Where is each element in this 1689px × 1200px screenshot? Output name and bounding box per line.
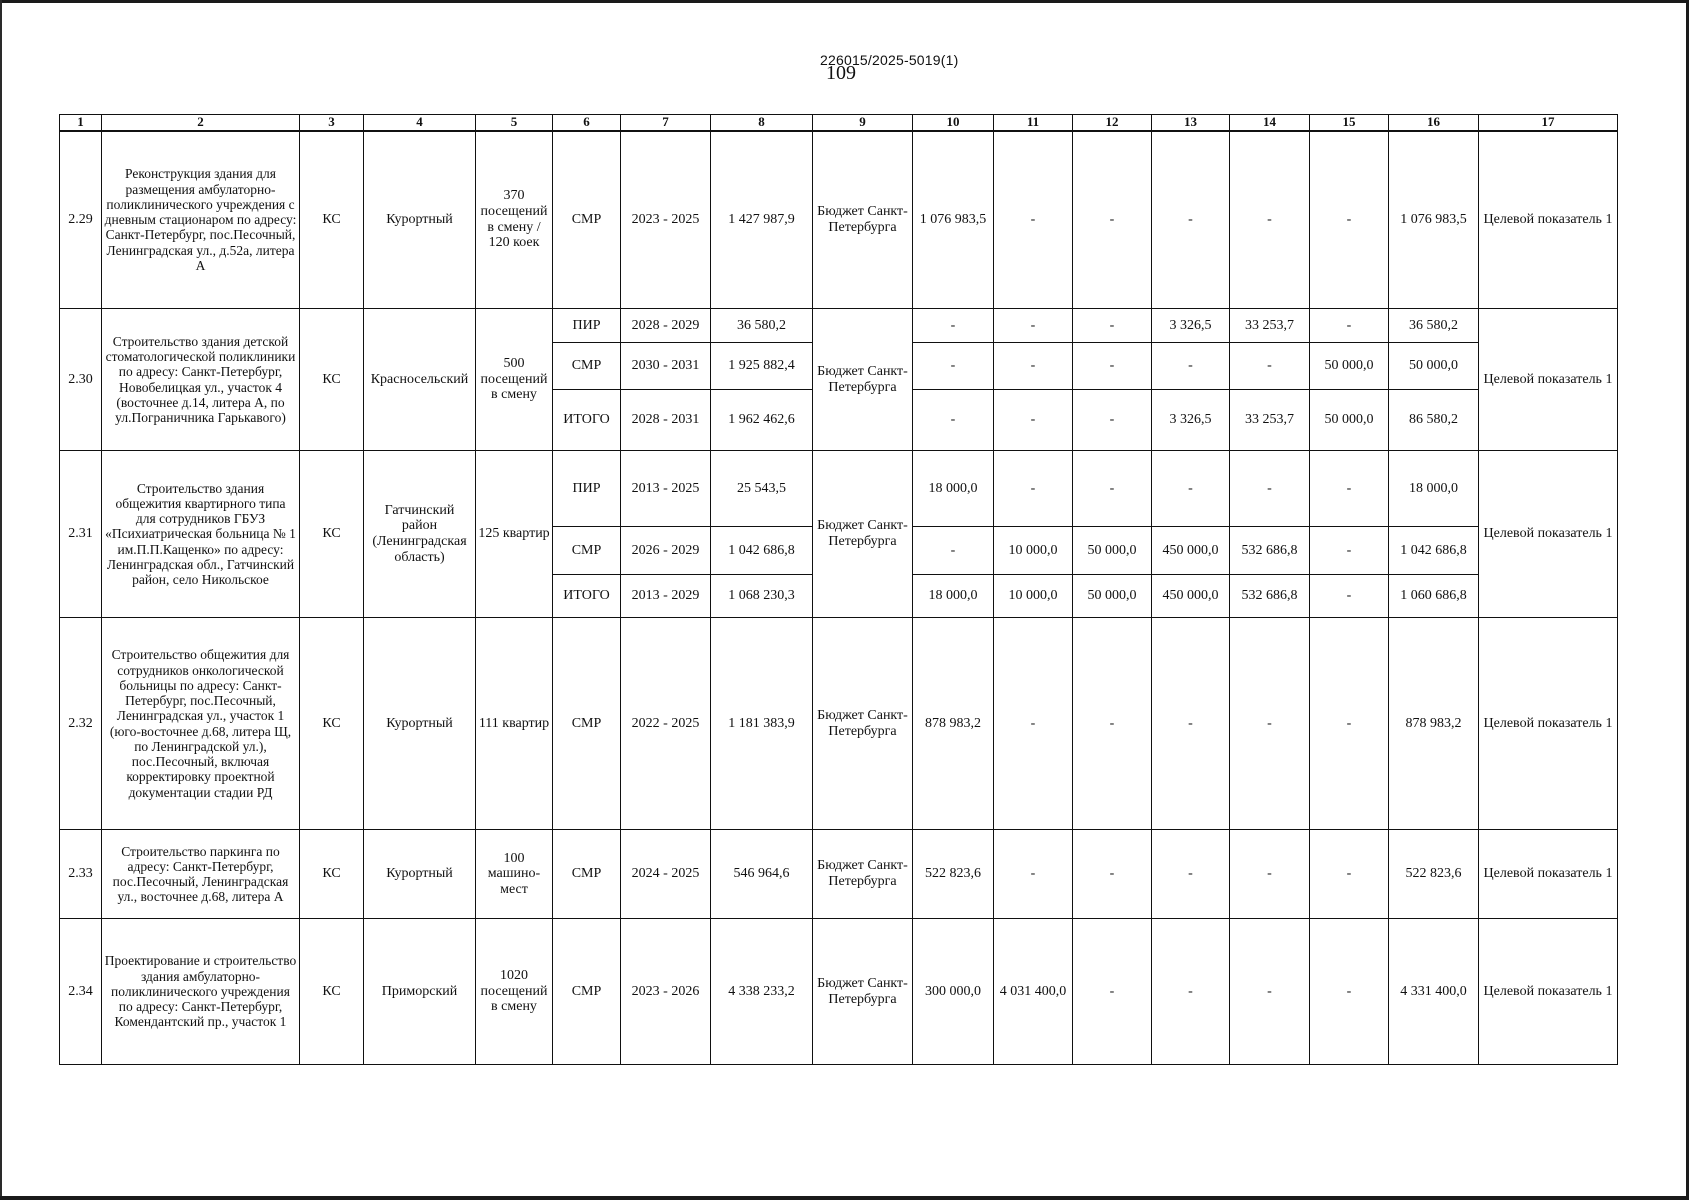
annual-amount: - (994, 830, 1073, 919)
total-amount: 86 580,2 (1389, 390, 1479, 451)
annual-amount: - (1073, 451, 1152, 527)
column-header: 10 (913, 115, 994, 131)
object-type: КС (300, 919, 364, 1065)
annual-amount: 50 000,0 (1310, 343, 1389, 390)
annual-amount: - (1073, 919, 1152, 1065)
annual-amount: 522 823,6 (913, 830, 994, 919)
estimated-cost: 1 068 230,3 (711, 575, 813, 618)
annual-amount: - (1073, 309, 1152, 343)
annual-amount: - (1073, 343, 1152, 390)
annual-amount: - (1310, 527, 1389, 575)
annual-amount: - (1310, 309, 1389, 343)
column-header: 17 (1479, 115, 1618, 131)
annual-amount: - (994, 131, 1073, 309)
period: 2028 - 2029 (621, 309, 711, 343)
document-number: 226015/2025-5019(1) (820, 52, 959, 68)
object-name: Строительство общежития для сотрудников онкологической больницы по адресу: Санкт-Петербург, пос.Песочный, Ленинградская ул., участок 1 (юго-восточнее д.68, литера Щ, по Ленинградской ул.), пос.Песочный, включая корректировку проектной документации стадии РД (102, 618, 300, 830)
annual-amount: - (994, 390, 1073, 451)
row-number: 2.29 (60, 131, 102, 309)
funding-source: Бюджет Санкт-Петербурга (813, 830, 913, 919)
estimated-cost: 546 964,6 (711, 830, 813, 919)
period: 2024 - 2025 (621, 830, 711, 919)
period: 2026 - 2029 (621, 527, 711, 575)
annual-amount: - (1152, 830, 1230, 919)
district: Курортный (364, 131, 476, 309)
annual-amount: 18 000,0 (913, 575, 994, 618)
column-header: 12 (1073, 115, 1152, 131)
table-row (60, 451, 1618, 527)
annual-amount: - (913, 309, 994, 343)
annual-amount: - (1230, 618, 1310, 830)
annual-amount: - (1310, 131, 1389, 309)
column-header: 6 (553, 115, 621, 131)
work-stage: ПИР (553, 451, 621, 527)
estimated-cost: 4 338 233,2 (711, 919, 813, 1065)
annual-amount: 3 326,5 (1152, 390, 1230, 451)
column-header: 1 (60, 115, 102, 131)
work-stage: СМР (553, 343, 621, 390)
period: 2013 - 2029 (621, 575, 711, 618)
capacity: 500 посещений в смену (476, 309, 553, 451)
target-indicator: Целевой показатель 1 (1479, 618, 1618, 830)
total-amount: 1 076 983,5 (1389, 131, 1479, 309)
object-name: Проектирование и строительство здания амбулаторно-поликлинического учреждения по адресу: Санкт-Петербург, Комендантский пр., участок 1 (102, 919, 300, 1065)
estimated-cost: 1 181 383,9 (711, 618, 813, 830)
annual-amount: - (1073, 830, 1152, 919)
annual-amount: 4 031 400,0 (994, 919, 1073, 1065)
annual-amount: 300 000,0 (913, 919, 994, 1065)
period: 2023 - 2025 (621, 131, 711, 309)
object-name: Строительство паркинга по адресу: Санкт-Петербург, пос.Песочный, Ленинградская ул., восточнее д.68, литера А (102, 830, 300, 919)
page-number: 109 (826, 62, 856, 84)
total-amount: 1 060 686,8 (1389, 575, 1479, 618)
annual-amount: - (1152, 131, 1230, 309)
column-header: 13 (1152, 115, 1230, 131)
annual-amount: 18 000,0 (913, 451, 994, 527)
annual-amount: - (913, 527, 994, 575)
total-amount: 522 823,6 (1389, 830, 1479, 919)
annual-amount: - (1073, 131, 1152, 309)
district: Красносельский (364, 309, 476, 451)
annual-amount: 50 000,0 (1073, 575, 1152, 618)
annual-amount: - (994, 309, 1073, 343)
estimated-cost: 1 427 987,9 (711, 131, 813, 309)
target-indicator: Целевой показатель 1 (1479, 919, 1618, 1065)
column-header: 2 (102, 115, 300, 131)
annual-amount: 532 686,8 (1230, 575, 1310, 618)
funding-source: Бюджет Санкт-Петербурга (813, 131, 913, 309)
work-stage: ИТОГО (553, 575, 621, 618)
district: Гатчинский район (Ленинградская область) (364, 451, 476, 618)
annual-amount: 33 253,7 (1230, 390, 1310, 451)
capacity: 1020 посещений в смену (476, 919, 553, 1065)
annual-amount: 10 000,0 (994, 527, 1073, 575)
annual-amount: - (1073, 390, 1152, 451)
annual-amount: 532 686,8 (1230, 527, 1310, 575)
work-stage: СМР (553, 830, 621, 919)
total-amount: 878 983,2 (1389, 618, 1479, 830)
period: 2013 - 2025 (621, 451, 711, 527)
table-row (60, 919, 1618, 1065)
scan-border-bottom (0, 1196, 1689, 1200)
annual-amount: - (994, 343, 1073, 390)
district: Курортный (364, 830, 476, 919)
object-name: Строительство здания общежития квартирного типа для сотрудников ГБУЗ «Психиатрическая больница № 1 им.П.П.Кащенко» по адресу: Ленинградская обл., Гатчинский район, село Никольское (102, 451, 300, 618)
annual-amount: 50 000,0 (1310, 390, 1389, 451)
annual-amount: - (994, 618, 1073, 830)
total-amount: 36 580,2 (1389, 309, 1479, 343)
capacity: 370 посещений в смену / 120 коек (476, 131, 553, 309)
column-header: 3 (300, 115, 364, 131)
object-name: Строительство здания детской стоматологической поликлиники по адресу: Санкт-Петербург, Новобелицкая ул., участок 4 (восточнее д.14, литера А, по ул.Пограничника Гарькавого) (102, 309, 300, 451)
column-header: 16 (1389, 115, 1479, 131)
column-header: 9 (813, 115, 913, 131)
annual-amount: - (1310, 451, 1389, 527)
column-header: 4 (364, 115, 476, 131)
work-stage: ИТОГО (553, 390, 621, 451)
table-row (60, 830, 1618, 919)
annual-amount: 50 000,0 (1073, 527, 1152, 575)
column-header: 15 (1310, 115, 1389, 131)
row-number: 2.33 (60, 830, 102, 919)
row-number: 2.34 (60, 919, 102, 1065)
object-type: КС (300, 131, 364, 309)
column-header: 5 (476, 115, 553, 131)
table-row (60, 309, 1618, 343)
estimated-cost: 1 962 462,6 (711, 390, 813, 451)
work-stage: СМР (553, 919, 621, 1065)
annual-amount: 450 000,0 (1152, 575, 1230, 618)
object-type: КС (300, 309, 364, 451)
row-number: 2.32 (60, 618, 102, 830)
annual-amount: 450 000,0 (1152, 527, 1230, 575)
total-amount: 4 331 400,0 (1389, 919, 1479, 1065)
annual-amount: - (1310, 830, 1389, 919)
annual-amount: - (1152, 618, 1230, 830)
capacity: 125 квартир (476, 451, 553, 618)
work-stage: ПИР (553, 309, 621, 343)
district: Приморский (364, 919, 476, 1065)
column-header: 7 (621, 115, 711, 131)
annual-amount: - (1310, 919, 1389, 1065)
funding-source: Бюджет Санкт-Петербурга (813, 919, 913, 1065)
annual-amount: 3 326,5 (1152, 309, 1230, 343)
table-row (60, 618, 1618, 830)
annual-amount: - (994, 451, 1073, 527)
estimated-cost: 1 042 686,8 (711, 527, 813, 575)
annual-amount: - (913, 343, 994, 390)
annual-amount: - (1230, 131, 1310, 309)
annual-amount: - (913, 390, 994, 451)
annual-amount: 1 076 983,5 (913, 131, 994, 309)
row-number: 2.30 (60, 309, 102, 451)
annual-amount: - (1152, 919, 1230, 1065)
period: 2022 - 2025 (621, 618, 711, 830)
annual-amount: - (1230, 343, 1310, 390)
column-header: 8 (711, 115, 813, 131)
investment-table (59, 114, 1618, 1065)
scan-border-left (0, 0, 2, 1200)
funding-source: Бюджет Санкт-Петербурга (813, 451, 913, 618)
total-amount: 1 042 686,8 (1389, 527, 1479, 575)
column-header-row (60, 115, 1618, 131)
funding-source: Бюджет Санкт-Петербурга (813, 618, 913, 830)
total-amount: 50 000,0 (1389, 343, 1479, 390)
target-indicator: Целевой показатель 1 (1479, 131, 1618, 309)
work-stage: СМР (553, 131, 621, 309)
object-name: Реконструкция здания для размещения амбулаторно-поликлинического учреждения с дневным стационаром по адресу: Санкт-Петербург, пос.Песочный, Ленинградская ул., д.52а, литера А (102, 131, 300, 309)
period: 2030 - 2031 (621, 343, 711, 390)
object-type: КС (300, 451, 364, 618)
object-type: КС (300, 618, 364, 830)
capacity: 111 квартир (476, 618, 553, 830)
total-amount: 18 000,0 (1389, 451, 1479, 527)
capacity: 100 машино-мест (476, 830, 553, 919)
annual-amount: - (1310, 618, 1389, 830)
work-stage: СМР (553, 527, 621, 575)
annual-amount: 33 253,7 (1230, 309, 1310, 343)
table-body (60, 115, 1618, 1065)
annual-amount: - (1230, 919, 1310, 1065)
estimated-cost: 36 580,2 (711, 309, 813, 343)
estimated-cost: 25 543,5 (711, 451, 813, 527)
annual-amount: - (1230, 451, 1310, 527)
table-row (60, 131, 1618, 309)
column-header: 11 (994, 115, 1073, 131)
annual-amount: - (1230, 830, 1310, 919)
estimated-cost: 1 925 882,4 (711, 343, 813, 390)
funding-source: Бюджет Санкт-Петербурга (813, 309, 913, 451)
row-number: 2.31 (60, 451, 102, 618)
annual-amount: - (1073, 618, 1152, 830)
target-indicator: Целевой показатель 1 (1479, 309, 1618, 451)
object-type: КС (300, 830, 364, 919)
work-stage: СМР (553, 618, 621, 830)
target-indicator: Целевой показатель 1 (1479, 830, 1618, 919)
annual-amount: 10 000,0 (994, 575, 1073, 618)
annual-amount: - (1310, 575, 1389, 618)
district: Курортный (364, 618, 476, 830)
annual-amount: - (1152, 343, 1230, 390)
annual-amount: - (1152, 451, 1230, 527)
scan-border-top (0, 0, 1689, 3)
column-header: 14 (1230, 115, 1310, 131)
annual-amount: 878 983,2 (913, 618, 994, 830)
target-indicator: Целевой показатель 1 (1479, 451, 1618, 618)
period: 2028 - 2031 (621, 390, 711, 451)
period: 2023 - 2026 (621, 919, 711, 1065)
